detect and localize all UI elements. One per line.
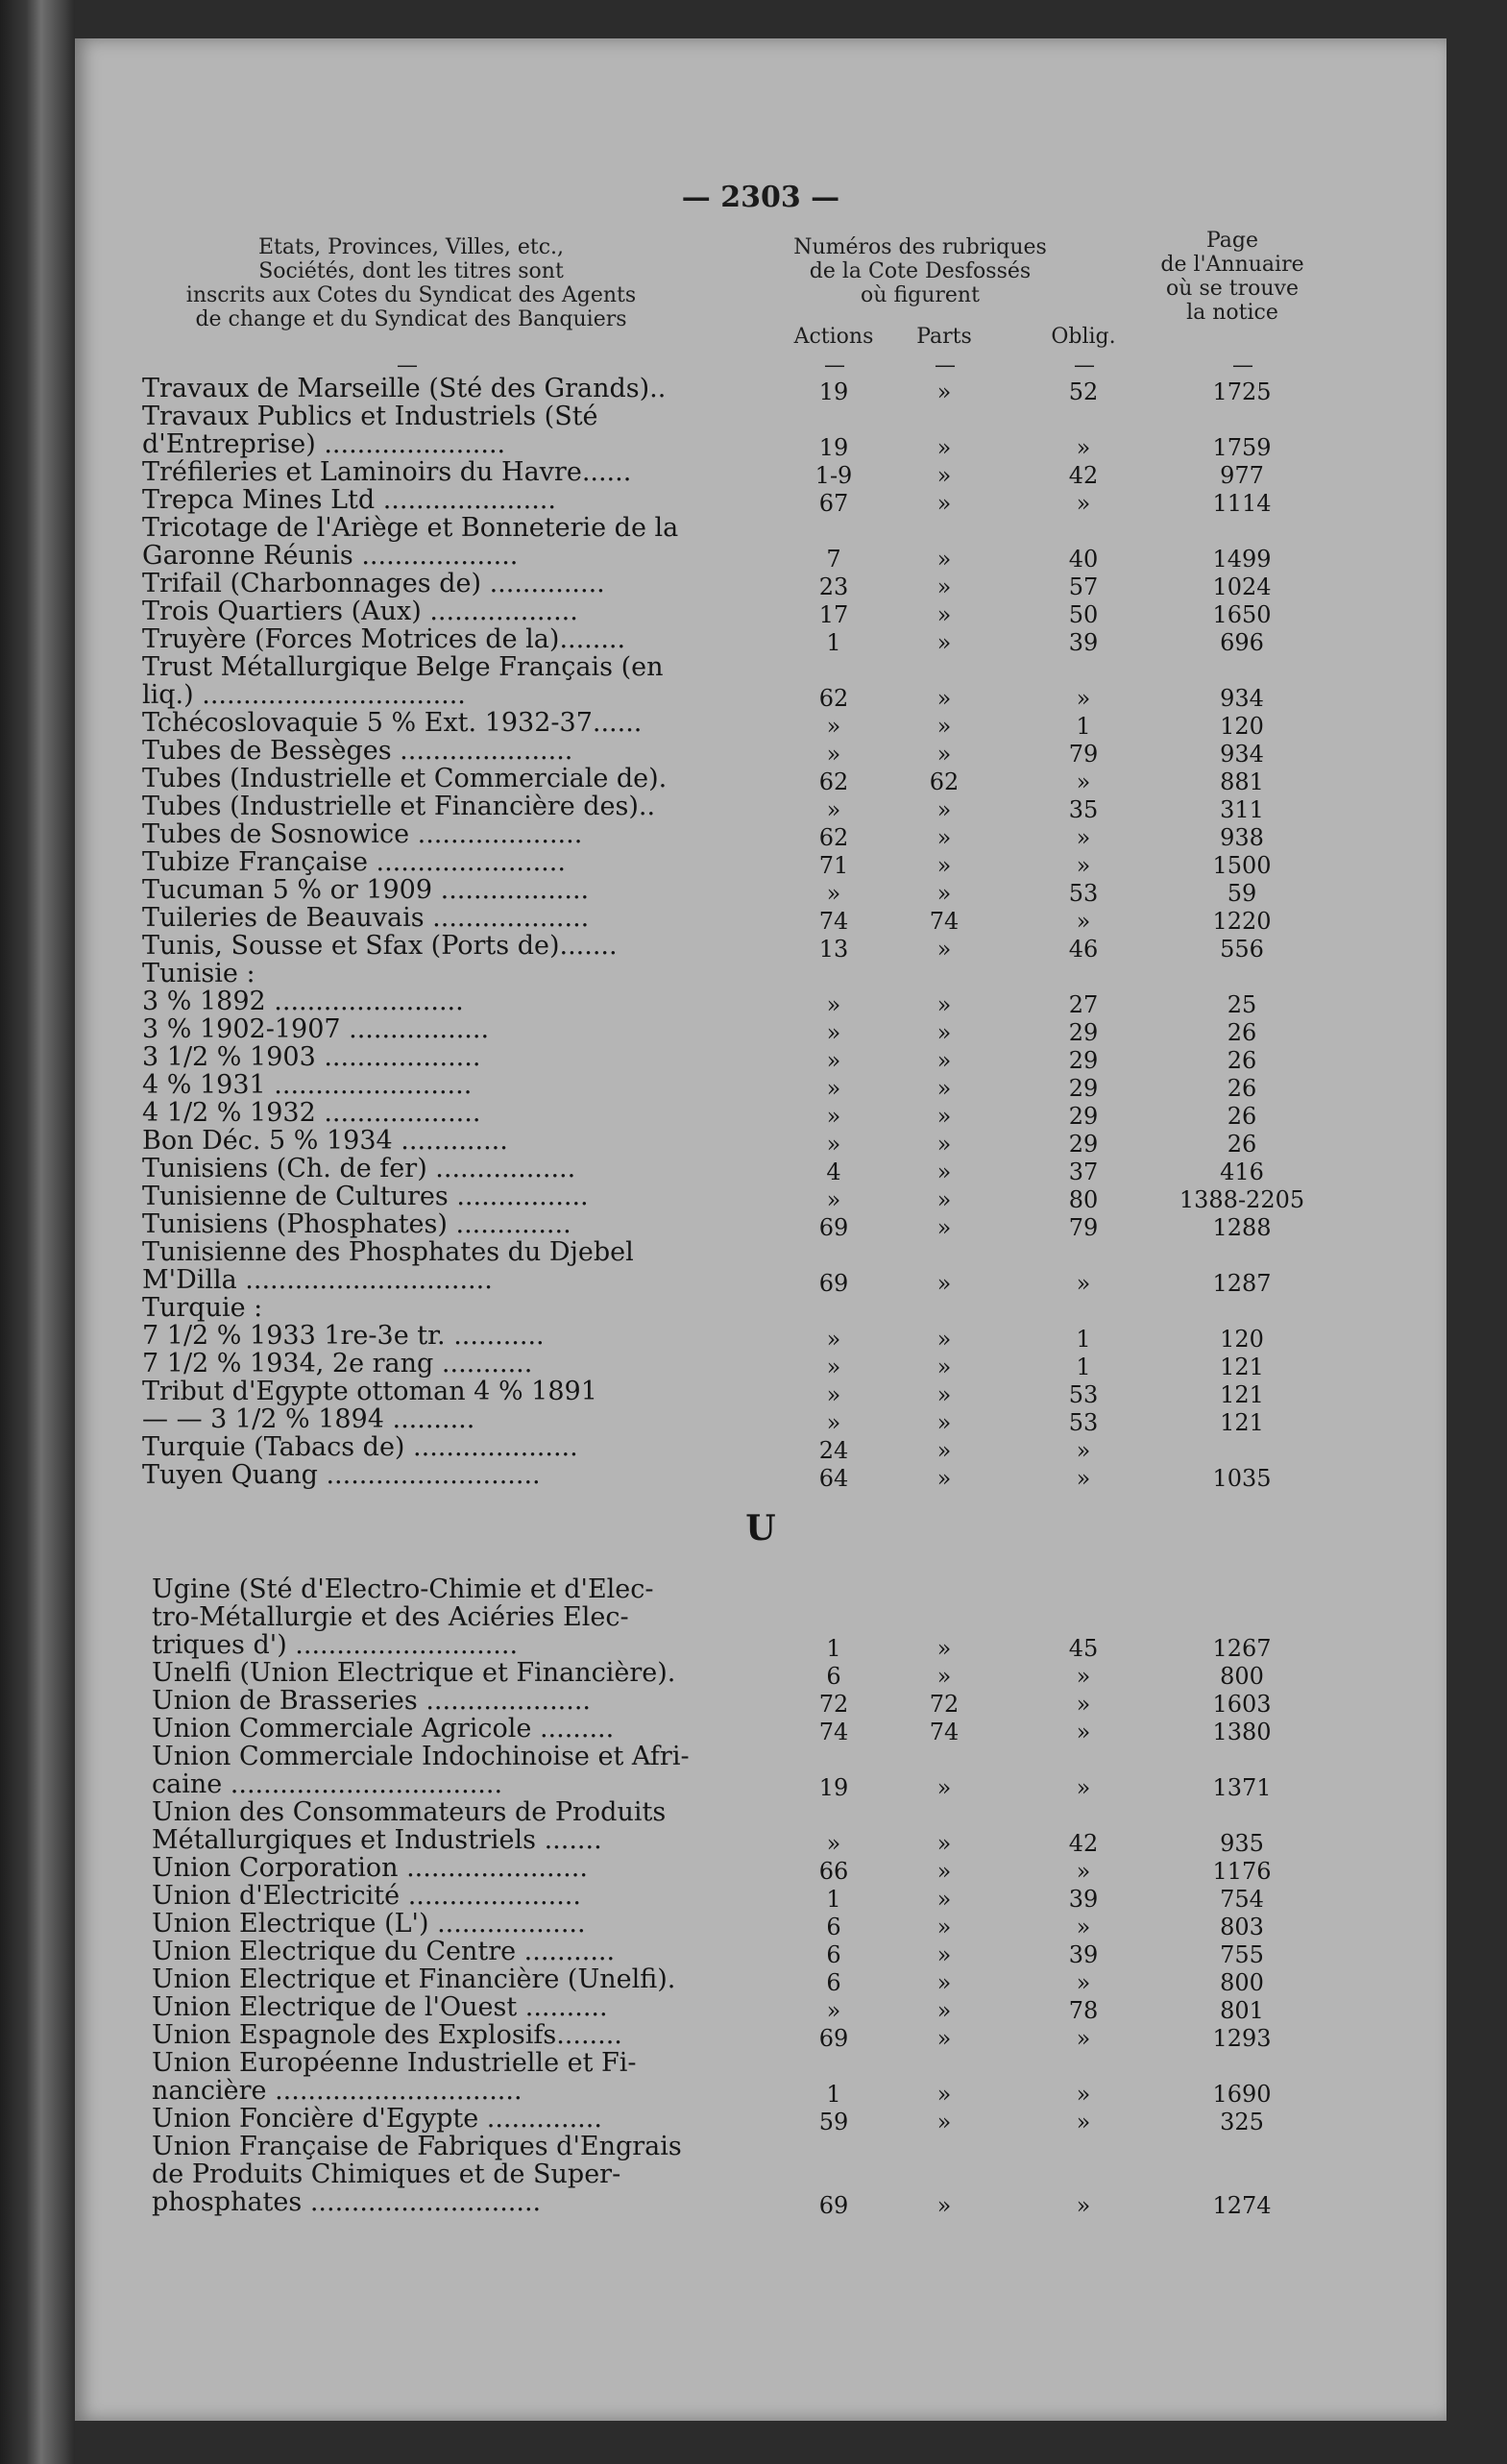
entry-name: Tubes (Industrielle et Financière des).. — [142, 793, 656, 820]
oblig-number: » — [1076, 1858, 1091, 1885]
parts-number: » — [936, 1381, 952, 1408]
parts-number: » — [936, 741, 952, 768]
actions-number: 1 — [826, 1635, 841, 1662]
oblig-number: » — [1076, 1691, 1091, 1718]
parts-number: » — [936, 1270, 952, 1297]
oblig-number: 53 — [1068, 880, 1099, 907]
entry-name: Tucuman 5 % or 1909 .................. — [142, 876, 590, 904]
actions-number: » — [826, 1326, 841, 1353]
actions-number: » — [826, 1997, 841, 2024]
page-reference: 754 — [1220, 1886, 1264, 1913]
entry-name: Tuyen Quang .......................... — [142, 1461, 541, 1489]
entry-name: Travaux de Marseille (Sté des Grands).. — [142, 375, 667, 403]
parts-number: » — [936, 546, 952, 573]
entry-name: 3 % 1902-1907 ................. — [142, 1015, 490, 1043]
table-row — [75, 1993, 1446, 2024]
oblig-number: » — [1076, 2109, 1091, 2135]
entry-name: Tunisiens (Phosphates) .............. — [142, 1210, 571, 1238]
actions-number: » — [826, 1019, 841, 1046]
entry-name: Union Française de Fabriques d'Engrais de Produits Chimiques et de Super- phosphates ............................ — [152, 2133, 682, 2216]
page-reference: 311 — [1220, 796, 1264, 823]
actions-number: 1-9 — [814, 462, 853, 489]
actions-number: » — [826, 1047, 841, 1074]
oblig-number: » — [1076, 685, 1091, 712]
page-reference: 938 — [1220, 824, 1264, 851]
table-row — [75, 1575, 1446, 1662]
page-reference: 59 — [1227, 880, 1257, 907]
page-reference: 1371 — [1212, 1774, 1272, 1801]
page-reference: 1293 — [1212, 2025, 1272, 2052]
parts-number: » — [936, 462, 952, 489]
parts-number: » — [936, 2025, 952, 2052]
page-reference: 800 — [1220, 1663, 1264, 1690]
page-reference: 26 — [1227, 1075, 1257, 1102]
actions-number: 69 — [818, 2025, 849, 2052]
table-row — [75, 2105, 1446, 2133]
oblig-number: » — [1076, 908, 1091, 935]
oblig-number: 78 — [1068, 1997, 1099, 2024]
header-dash: — — [824, 354, 845, 378]
entries-u — [75, 38, 1446, 2421]
page-reference: 935 — [1220, 1830, 1264, 1857]
oblig-number: 29 — [1068, 1075, 1099, 1102]
header-col-actions: Actions — [793, 325, 874, 349]
entry-name: Union d'Electricité ..................... — [152, 1882, 581, 1910]
page-reference: 934 — [1220, 741, 1264, 768]
entry-name: Union Electrique (L') .................. — [152, 1910, 586, 1938]
table-row — [75, 1798, 1446, 1857]
actions-number: » — [826, 880, 841, 907]
parts-number: » — [936, 1830, 952, 1857]
oblig-number: 40 — [1068, 546, 1099, 573]
page-reference: 1176 — [1212, 1858, 1272, 1885]
parts-number: 74 — [929, 1719, 960, 1745]
entry-name: Bon Déc. 5 % 1934 ............. — [142, 1127, 508, 1155]
page-reference: 1288 — [1212, 1214, 1272, 1241]
table-row — [75, 2049, 1446, 2108]
entry-name: Union Européenne Industrielle et Fi- nancière .............................. — [152, 2049, 637, 2105]
entry-name: Union Electrique du Centre ........... — [152, 1938, 616, 1965]
oblig-number: 57 — [1068, 573, 1099, 600]
page-reference: 755 — [1220, 1941, 1264, 1968]
parts-number: » — [936, 1131, 952, 1158]
parts-number: » — [936, 1186, 952, 1213]
table-row — [75, 1965, 1446, 1996]
parts-number: » — [936, 1437, 952, 1464]
page-reference: 1114 — [1212, 490, 1272, 517]
entry-name: Union Electrique de l'Ouest .......... — [152, 1993, 608, 2021]
entry-name: Trifail (Charbonnages de) .............. — [142, 570, 605, 598]
oblig-number: » — [1076, 1969, 1091, 1996]
oblig-number: 1 — [1076, 1354, 1091, 1380]
parts-number: » — [936, 1075, 952, 1102]
page-reference: 977 — [1220, 462, 1264, 489]
page-reference: 1603 — [1212, 1691, 1272, 1718]
actions-number: 62 — [818, 685, 849, 712]
parts-number: » — [936, 1326, 952, 1353]
parts-number: 62 — [929, 768, 960, 795]
oblig-number: 1 — [1076, 1326, 1091, 1353]
header-numbers-title: Numéros des rubriques de la Cote Desfossés où figurent — [793, 235, 1047, 307]
entry-name: Union de Brasseries .................... — [152, 1687, 591, 1715]
oblig-number: » — [1076, 1914, 1091, 1940]
oblig-number: » — [1076, 2025, 1091, 2052]
page-reference: 120 — [1220, 713, 1264, 740]
entry-name: Tubize Française ....................... — [142, 848, 566, 876]
entry-name: Tuileries de Beauvais ................... — [142, 904, 590, 932]
page-reference: 801 — [1220, 1997, 1264, 2024]
oblig-number: 45 — [1068, 1635, 1099, 1662]
page-reference: 121 — [1220, 1354, 1264, 1380]
page-reference: 325 — [1220, 2109, 1264, 2135]
page-reference: 1650 — [1212, 601, 1272, 628]
parts-number: » — [936, 1969, 952, 1996]
parts-number: » — [936, 601, 952, 628]
oblig-number: » — [1076, 490, 1091, 517]
oblig-number: 27 — [1068, 991, 1099, 1018]
entry-name: Tribut d'Egypte ottoman 4 % 1891 — [142, 1378, 597, 1405]
actions-number: 62 — [818, 768, 849, 795]
oblig-number: 50 — [1068, 601, 1099, 628]
actions-number: 6 — [826, 1914, 841, 1940]
entry-name: Truyère (Forces Motrices de la)........ — [142, 625, 626, 653]
actions-number: 69 — [818, 2192, 849, 2219]
actions-number: 6 — [826, 1969, 841, 1996]
page-reference: 881 — [1220, 768, 1264, 795]
actions-number: 19 — [818, 378, 849, 405]
parts-number: » — [936, 1914, 952, 1940]
header-col-oblig: Oblig. — [1051, 325, 1116, 349]
entry-name: Tunisienne des Phosphates du Djebel M'Dilla .............................. — [142, 1238, 634, 1294]
entry-name: Tunis, Sousse et Sfax (Ports de)....... — [142, 932, 618, 960]
parts-number: » — [936, 629, 952, 656]
parts-number: » — [936, 378, 952, 405]
actions-number: 1 — [826, 1886, 841, 1913]
actions-number: » — [826, 1103, 841, 1130]
oblig-number: 53 — [1068, 1409, 1099, 1436]
parts-number: » — [936, 880, 952, 907]
parts-number: » — [936, 2109, 952, 2135]
entry-name: Turquie (Tabacs de) .................... — [142, 1433, 578, 1461]
oblig-number: 79 — [1068, 1214, 1099, 1241]
entry-name: Union Commerciale Agricole ......... — [152, 1715, 615, 1743]
actions-number: 69 — [818, 1270, 849, 1297]
actions-number: 66 — [818, 1858, 849, 1885]
entry-name: 3 % 1892 ....................... — [142, 988, 464, 1015]
actions-number: 69 — [818, 1214, 849, 1241]
page-reference: 121 — [1220, 1409, 1264, 1436]
parts-number: » — [936, 1886, 952, 1913]
oblig-number: » — [1076, 1774, 1091, 1801]
entry-name: 3 1/2 % 1903 ................... — [142, 1043, 481, 1071]
parts-number: » — [936, 1663, 952, 1690]
entry-name: Union Electrique et Financière (Unelfi). — [152, 1965, 676, 1993]
page-reference: 1725 — [1212, 378, 1272, 405]
parts-number: » — [936, 1774, 952, 1801]
page-reference: 696 — [1220, 629, 1264, 656]
table-row — [75, 2133, 1446, 2219]
oblig-number: 29 — [1068, 1019, 1099, 1046]
actions-number: » — [826, 741, 841, 768]
entry-name: Tunisie : — [142, 960, 255, 988]
page-reference: 1220 — [1212, 908, 1272, 935]
parts-number: » — [936, 824, 952, 851]
entry-name: Unelfi (Union Electrique et Financière). — [152, 1659, 676, 1687]
parts-number: » — [936, 2081, 952, 2108]
oblig-number: 37 — [1068, 1159, 1099, 1185]
actions-number: » — [826, 796, 841, 823]
entry-name: 4 1/2 % 1932 ................... — [142, 1099, 481, 1127]
oblig-number: » — [1076, 1465, 1091, 1492]
actions-number: 67 — [818, 490, 849, 517]
oblig-number: 42 — [1068, 462, 1099, 489]
page-reference: 120 — [1220, 1326, 1264, 1353]
oblig-number: 39 — [1068, 1941, 1099, 1968]
table-row — [75, 1882, 1446, 1913]
actions-number: 64 — [818, 1465, 849, 1492]
parts-number: » — [936, 1635, 952, 1662]
oblig-number: 29 — [1068, 1131, 1099, 1158]
entry-name: Union Corporation ...................... — [152, 1854, 588, 1882]
page-reference: 1024 — [1212, 573, 1272, 600]
actions-number: 72 — [818, 1691, 849, 1718]
header-dash: — — [935, 354, 956, 378]
actions-number: » — [826, 991, 841, 1018]
actions-number: » — [826, 1409, 841, 1436]
page-reference: 1035 — [1212, 1465, 1272, 1492]
oblig-number: » — [1076, 824, 1091, 851]
parts-number: » — [936, 1858, 952, 1885]
actions-number: » — [826, 1381, 841, 1408]
actions-number: 13 — [818, 936, 849, 963]
oblig-number: 29 — [1068, 1103, 1099, 1130]
entry-name: 7 1/2 % 1934, 2e rang ........... — [142, 1350, 533, 1378]
parts-number: » — [936, 573, 952, 600]
oblig-number: » — [1076, 1437, 1091, 1464]
oblig-number: 79 — [1068, 741, 1099, 768]
parts-number: 74 — [929, 908, 960, 935]
page-reference: 800 — [1220, 1969, 1264, 1996]
page-number: — 2303 — — [681, 181, 840, 214]
parts-number: » — [936, 852, 952, 879]
actions-number: 24 — [818, 1437, 849, 1464]
oblig-number: 39 — [1068, 1886, 1099, 1913]
parts-number: » — [936, 685, 952, 712]
parts-number: » — [936, 1409, 952, 1436]
actions-number: » — [826, 713, 841, 740]
entry-name: Ugine (Sté d'Electro-Chimie et d'Elec- tro-Métallurgie et des Aciéries Elec- triques d') ........................... — [152, 1575, 654, 1659]
page-reference: 1267 — [1212, 1635, 1272, 1662]
parts-number: » — [936, 796, 952, 823]
oblig-number: 29 — [1068, 1047, 1099, 1074]
page-reference: 803 — [1220, 1914, 1264, 1940]
page-reference: 1690 — [1212, 2081, 1272, 2108]
oblig-number: 52 — [1068, 378, 1099, 405]
actions-number: 62 — [818, 824, 849, 851]
parts-number: » — [936, 434, 952, 461]
page-reference: 121 — [1220, 1381, 1264, 1408]
actions-number: » — [826, 1354, 841, 1380]
oblig-number: » — [1076, 1719, 1091, 1745]
page-reference: 26 — [1227, 1019, 1257, 1046]
section-letter: U — [745, 1508, 776, 1549]
parts-number: » — [936, 1103, 952, 1130]
oblig-number: » — [1076, 2081, 1091, 2108]
oblig-number: » — [1076, 1663, 1091, 1690]
actions-number: » — [826, 1131, 841, 1158]
entry-name: Tréfileries et Laminoirs du Havre...... — [142, 458, 632, 486]
actions-number: » — [826, 1075, 841, 1102]
page-reference: 26 — [1227, 1047, 1257, 1074]
page-reference: 1388-2205 — [1179, 1186, 1305, 1213]
oblig-number: 1 — [1076, 713, 1091, 740]
table-row — [75, 1854, 1446, 1885]
parts-number: » — [936, 2192, 952, 2219]
page-reference: 1499 — [1212, 546, 1272, 573]
oblig-number: » — [1076, 852, 1091, 879]
header-dash: — — [1074, 354, 1095, 378]
parts-number: 72 — [929, 1691, 960, 1718]
parts-number: » — [936, 490, 952, 517]
parts-number: » — [936, 1941, 952, 1968]
actions-number: 19 — [818, 1774, 849, 1801]
parts-number: » — [936, 713, 952, 740]
table-row — [75, 1687, 1446, 1718]
actions-number: 1 — [826, 629, 841, 656]
oblig-number: 46 — [1068, 936, 1099, 963]
parts-number: » — [936, 1354, 952, 1380]
actions-number: 59 — [818, 2109, 849, 2135]
entry-name: Tricotage de l'Ariège et Bonneterie de la Garonne Réunis ................... — [142, 514, 679, 570]
entry-name: Turquie : — [142, 1294, 263, 1322]
page-reference: 934 — [1220, 685, 1264, 712]
actions-number: » — [826, 1186, 841, 1213]
header-left-caption: Etats, Provinces, Villes, etc., Sociétés, dont les titres sont inscrits aux Cotes du Syndicat des Agents de change et du Syndicat des Banquiers — [185, 235, 637, 331]
actions-number: 4 — [826, 1159, 841, 1185]
page-reference: 26 — [1227, 1103, 1257, 1130]
actions-number: » — [826, 1830, 841, 1857]
actions-number: 17 — [818, 601, 849, 628]
oblig-number: 39 — [1068, 629, 1099, 656]
parts-number: » — [936, 991, 952, 1018]
oblig-number: 80 — [1068, 1186, 1099, 1213]
table-row — [75, 1938, 1446, 1968]
entry-name: Tunisiens (Ch. de fer) ................. — [142, 1155, 576, 1183]
page-reference: 25 — [1227, 991, 1257, 1018]
page-reference: 1274 — [1212, 2192, 1272, 2219]
entry-name: Trois Quartiers (Aux) .................. — [142, 598, 578, 625]
header-page-title: Page de l'Annuaire où se trouve la notice — [1160, 229, 1304, 325]
page-reference: 1287 — [1212, 1270, 1272, 1297]
page-reference: 556 — [1220, 936, 1264, 963]
actions-number: 19 — [818, 434, 849, 461]
parts-number: » — [936, 1047, 952, 1074]
entry-name: 4 % 1931 ........................ — [142, 1071, 473, 1099]
oblig-number: » — [1076, 434, 1091, 461]
actions-number: 7 — [826, 546, 841, 573]
parts-number: » — [936, 1997, 952, 2024]
entry-name: Union Commerciale Indochinoise et Afri- caine ................................. — [152, 1743, 690, 1798]
entry-name: Trust Métallurgique Belge Français (en liq.) ................................ — [142, 653, 664, 709]
page-reference: 416 — [1220, 1159, 1264, 1185]
entry-name: Tubes (Industrielle et Commerciale de). — [142, 765, 668, 793]
page-reference: 1500 — [1212, 852, 1272, 879]
actions-number: 6 — [826, 1941, 841, 1968]
parts-number: » — [936, 1019, 952, 1046]
actions-number: 74 — [818, 908, 849, 935]
entry-name: Tubes de Bessèges ..................... — [142, 737, 573, 765]
header-dash: — — [397, 354, 418, 378]
oblig-number: 42 — [1068, 1830, 1099, 1857]
parts-number: » — [936, 1159, 952, 1185]
page-reference: 1759 — [1212, 434, 1272, 461]
entry-name: Tchécoslovaquie 5 % Ext. 1932-37...... — [142, 709, 643, 737]
entry-name: Union des Consommateurs de Produits Métallurgiques et Industriels ....... — [152, 1798, 667, 1854]
entry-name: Travaux Publics et Industriels (Sté d'Entreprise) ...................... — [142, 403, 598, 458]
oblig-number: 35 — [1068, 796, 1099, 823]
page-sheet — [75, 38, 1446, 2421]
entry-name: — — 3 1/2 % 1894 .......... — [142, 1405, 475, 1433]
table-row — [75, 2021, 1446, 2052]
table-row — [75, 1715, 1446, 1743]
table-row — [75, 1659, 1446, 1690]
entry-name: Tubes de Sosnowice .................... — [142, 820, 583, 848]
parts-number: » — [936, 1214, 952, 1241]
actions-number: 1 — [826, 2081, 841, 2108]
header-dash: — — [1232, 354, 1253, 378]
header-col-parts: Parts — [916, 325, 972, 349]
oblig-number: » — [1076, 768, 1091, 795]
table-row — [75, 1743, 1446, 1801]
entry-name: Trepca Mines Ltd ..................... — [142, 486, 556, 514]
oblig-number: » — [1076, 2192, 1091, 2219]
entry-name: Union Foncière d'Egypte .............. — [152, 2105, 602, 2133]
actions-number: 71 — [818, 852, 849, 879]
page-reference: 1380 — [1212, 1719, 1272, 1745]
parts-number: » — [936, 1465, 952, 1492]
oblig-number: » — [1076, 1270, 1091, 1297]
book-spine — [0, 0, 75, 2464]
entry-name: Tunisienne de Cultures ................ — [142, 1183, 589, 1210]
table-row — [75, 1910, 1446, 1938]
actions-number: 74 — [818, 1719, 849, 1745]
actions-number: 23 — [818, 573, 849, 600]
entry-name: Union Espagnole des Explosifs........ — [152, 2021, 622, 2049]
entry-name: 7 1/2 % 1933 1re-3e tr. ........... — [142, 1322, 545, 1350]
parts-number: » — [936, 936, 952, 963]
page-reference: 26 — [1227, 1131, 1257, 1158]
oblig-number: 53 — [1068, 1381, 1099, 1408]
actions-number: 6 — [826, 1663, 841, 1690]
